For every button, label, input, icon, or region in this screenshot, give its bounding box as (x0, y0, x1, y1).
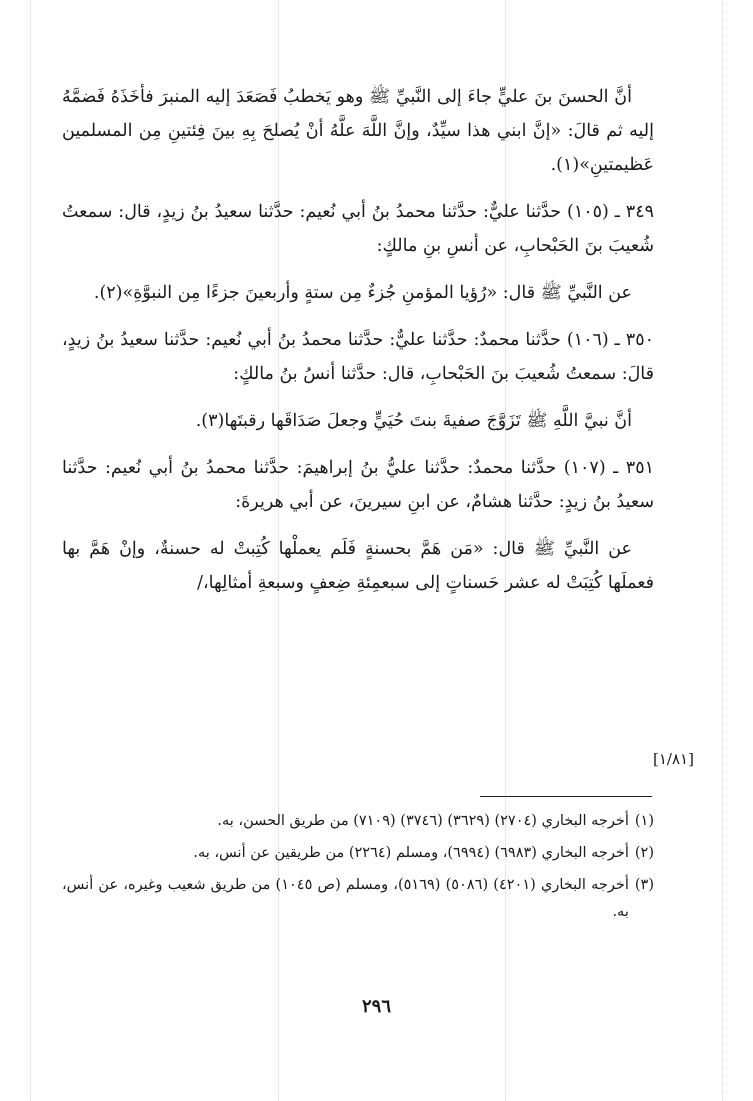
footnote-separator (480, 796, 652, 797)
main-text (62, 80, 654, 613)
paragraph-hadith-349-chain: ٣٤٩ ـ (١٠٥) حدَّثنا عليٌّ: حدَّثنا محمدُ بنُ أبي نُعيم: حدَّثنا سعيدُ بنُ زيدٍ، قال: سمعتُ شُعيبَ بنَ الحَبْحابِ، عن أنسِ بنِ مالكٍ: (62, 202, 654, 256)
dotted-guide (722, 0, 723, 1101)
footnote (62, 840, 654, 867)
paragraph-hadith-351-chain: ٣٥١ ـ (١٠٧) حدَّثنا محمدٌ: حدَّثنا عليُّ بنُ إبراهيمَ: حدَّثنا محمدُ بنُ أبي نُعيم: حدَّثنا سعيدُ بنُ زيدٍ: حدَّثنا هشامٌ، عن ابنِ سيرينَ، عن أبي هريرةَ: (62, 458, 654, 512)
footnote (62, 872, 654, 926)
paragraph-hadith-text: عن النَّبيِّ ﷺ قال: «رُؤيا المؤمنِ جُزءٌ مِن ستةٍ وأربعينَ جزءًا مِن النبوَّةِ»(٢). (93, 283, 632, 303)
footnote-number: (٣) (634, 877, 654, 893)
paragraph-hadith-text: أنَّ الحسنَ بنَ عليٍّ جاءَ إلى النَّبيِّ ﷺ وهو يَخطبُ فَصَعَدَ إليه المنبرَ فأخَذَهُ فَضمَّهُ إليه ثم قالَ: «إنَّ ابني هذا سيِّدٌ، وإنَّ اللَّهَ علَّهُ أنْ يُصلحَ بِهِ بينَ فِئتينِ مِن المسلمين عَظيمتينِ»(١). (62, 87, 654, 175)
footnote (62, 808, 654, 835)
footnote-number: (١) (634, 813, 654, 829)
paragraph-hadith-350-chain: ٣٥٠ ـ (١٠٦) حدَّثنا محمدٌ: حدَّثنا عليٌّ: حدَّثنا محمدُ بنُ أبي نُعيم: حدَّثنا سعيدُ بنُ زيدٍ، قالَ: سمعتُ شُعيبَ بنَ الحَبْحابِ، قال: حدَّثنا أنسُ بنُ مالكٍ: (62, 330, 654, 384)
footnote-text: أخرجه البخاري (٢٧٠٤) (٣٦٢٩) (٣٧٤٦) (٧١٠٩) من طريق الحسن، به. (217, 813, 629, 829)
footnote-text: أخرجه البخاري (٤٢٠١) (٥٠٨٦) (٥١٦٩)، ومسلم (ص ١٠٤٥) من طريق شعيب وغيره، عن أنس، به. (62, 877, 629, 920)
footnote-text: أخرجه البخاري (٦٩٨٣) (٦٩٩٤)، ومسلم (٢٢٦٤) من طريقين عن أنس، به. (193, 845, 629, 861)
paragraph-hadith-text: أنَّ نبيَّ اللَّهِ ﷺ تَزَوَّجَ صفيةَ بنتَ حُيَيٍّ وجعلَ صَدَاقَها رقبتَها(٣). (195, 411, 632, 431)
manuscript-folio-reference: [١/٨١] (653, 750, 694, 768)
paragraph-hadith-text: عن النَّبيِّ ﷺ قال: «مَن هَمَّ بحسنةٍ فَلَم يعملْها كُتِبتْ له حسنةٌ، وإنْ هَمَّ بها فعملَها كُتِبَتْ له عشر حَسناتٍ إلى سبعمِئةِ ضِعفٍ وسبعةِ أمثالِها،/ (62, 539, 654, 593)
footnote-number: (٢) (634, 845, 654, 861)
dotted-guide (30, 0, 31, 1101)
footnotes (62, 808, 654, 931)
page-number: ٢٩٦ (361, 996, 391, 1017)
